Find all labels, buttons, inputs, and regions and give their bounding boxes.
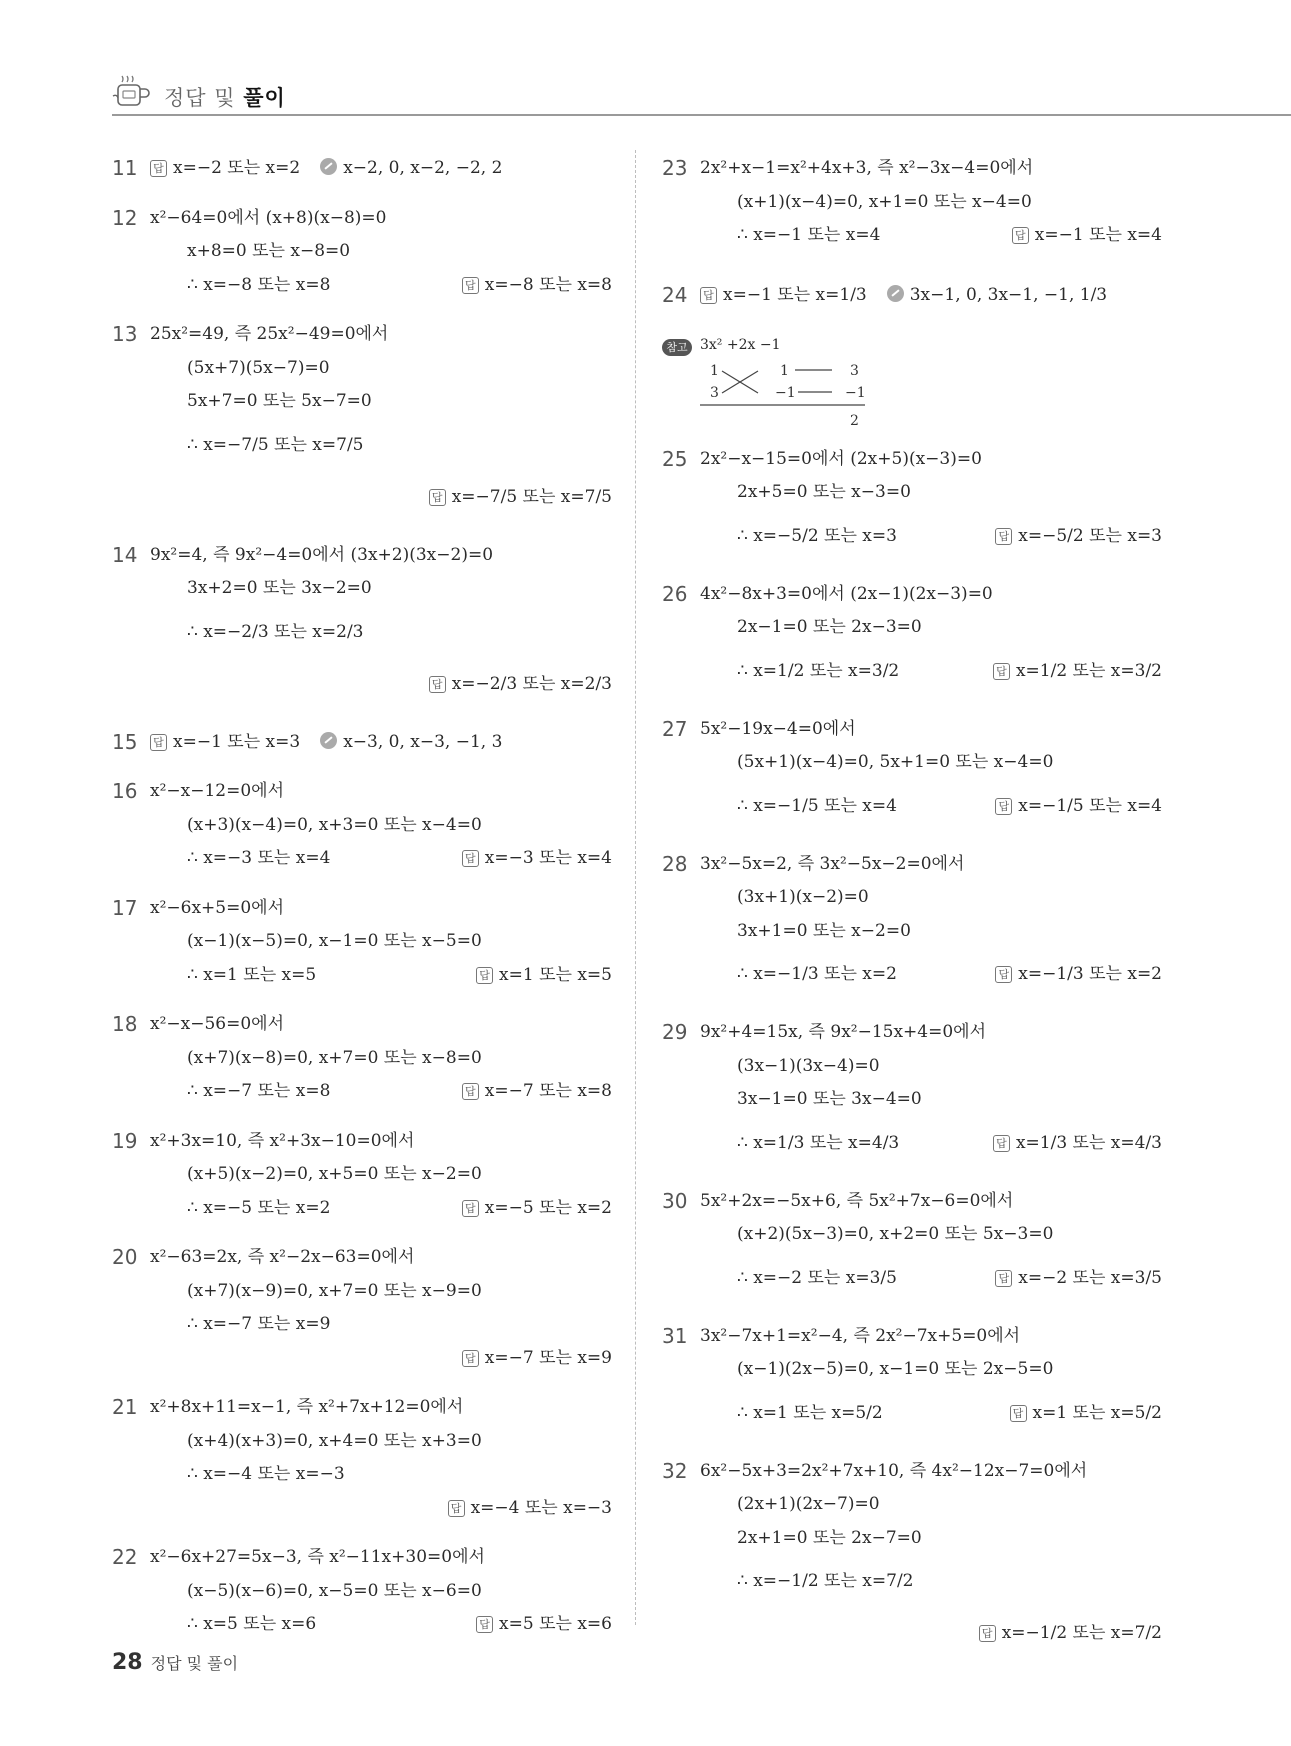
answer-text: x=−1 또는 x=1/3 [723,284,867,305]
solution-line [662,780,1162,832]
solution-line [112,318,612,352]
solution-text: (x+3)(x−4)=0, x+3=0 또는 x−4=0 [187,814,482,835]
cross-method-note [662,337,1162,427]
solution-text: 3x²−7x+1=x²−4, 즉 2x²−7x+5=0에서 [700,1325,1021,1346]
solution-text: x²−x−56=0에서 [150,1014,285,1034]
solution-text: ∴ x=−7/5 또는 x=7/5 [187,434,364,455]
solution-line [662,476,1162,510]
solution-line [112,202,612,236]
solution-line [112,1192,612,1226]
solution-text: (2x+1)(2x−7)=0 [737,1494,880,1514]
answer-group [462,1075,612,1109]
cross-term: −1 [845,384,866,401]
solution-line [662,948,1162,1000]
solution-line [662,881,1162,915]
problem-31 [662,1320,1162,1439]
solution-line [662,1218,1162,1252]
answer-group [993,1117,1162,1169]
cross-multiplication-diagram [700,355,900,427]
answer-group [462,842,612,876]
solution-text: (x+1)(x−4)=0, x+1=0 또는 x−4=0 [737,191,1032,212]
solution-line [662,219,1162,253]
answer-icon: 답 [150,160,167,177]
solution-text: ∴ x=−4 또는 x=−3 [187,1464,345,1484]
problem-number: 11 [112,156,138,180]
solution-text: ∴ x=−7 또는 x=8 [187,1081,331,1101]
answer-group [995,510,1162,562]
page-number: 28 [112,1650,143,1675]
solution-text: 3x−1=0 또는 3x−4=0 [737,1089,922,1109]
solution-text: (5x+7)(5x−7)=0 [187,357,330,378]
solution-text: ∴ x=1 또는 x=5/2 [737,1402,883,1423]
solution-line [662,713,1162,747]
solution-text: ∴ x=−8 또는 x=8 [187,274,331,295]
answer-icon: 답 [995,1270,1012,1287]
answer-group [429,658,612,710]
solution-line [662,578,1162,612]
right-column [662,152,1162,1675]
solution-line [662,1387,1162,1439]
solution-line [112,1541,612,1575]
cross-term: 3 [850,362,859,379]
solution-line [112,352,612,386]
solution-text: ∴ x=−2 또는 x=3/5 [737,1267,897,1288]
problem-32 [662,1455,1162,1660]
page-footer [112,1650,238,1675]
problem-number: 20 [112,1245,138,1269]
solution-text: ∴ x=−2/3 또는 x=2/3 [187,621,364,642]
solution-text: x²−x−12=0에서 [150,781,285,801]
solution-text: (x+5)(x−2)=0, x+5=0 또는 x−2=0 [187,1164,482,1184]
solution-text: ∴ x=−1/3 또는 x=2 [737,964,897,984]
problem-number: 31 [662,1323,688,1348]
page-header [112,70,1291,118]
solution-line [112,658,612,710]
problem-number: 12 [112,205,138,230]
solution-line [112,1391,612,1425]
answer-group [1010,1387,1163,1439]
problem-16 [112,775,612,876]
solution-text: ∴ x=−5 또는 x=2 [187,1197,331,1218]
solution-line [112,1158,612,1192]
solution-line [112,235,612,269]
cross-term: 1 [710,362,719,379]
answer-icon: 답 [979,1625,996,1642]
answer-icon: 답 [700,287,717,304]
solution-text: 5x²−19x−4=0에서 [700,718,856,739]
solution-text: 9x²=4, 즉 9x²−4=0에서 (3x+2)(3x−2)=0 [150,544,494,565]
solution-text: (x−1)(2x−5)=0, x−1=0 또는 2x−5=0 [737,1359,1054,1379]
answer-group [150,726,502,760]
solution-line [662,1522,1162,1556]
answer-icon: 답 [462,1350,479,1367]
problem-30 [662,1185,1162,1304]
solution-text: 2x²+x−1=x²+4x+3, 즉 x²−3x−4=0에서 [700,158,1034,178]
problem-12 [112,202,612,303]
solution-line [662,1555,1162,1607]
answer-group [448,1492,612,1526]
solution-line [112,152,612,186]
answer-icon: 답 [462,1083,479,1100]
solution-line [112,606,612,658]
solution-line [662,1252,1162,1304]
solution-step-icon [320,158,337,175]
answer-icon: 답 [462,850,479,867]
answer-icon: 답 [462,277,479,294]
solution-line [112,1075,612,1109]
problem-number: 17 [112,895,138,920]
solution-text: ∴ x=1/2 또는 x=3/2 [737,660,900,681]
solution-line [112,1425,612,1459]
solution-text: 2x−1=0 또는 2x−3=0 [737,617,922,637]
answer-text: x=1 또는 x=5 [499,964,612,985]
problem-number: 28 [662,851,688,876]
answer-icon: 답 [995,798,1012,815]
solution-line [662,746,1162,780]
answer-text: x=−7 또는 x=8 [484,1081,612,1101]
solution-line [662,1083,1162,1117]
solution-line [662,611,1162,645]
solution-line [662,1050,1162,1084]
solution-line [112,1342,612,1376]
answer-icon: 답 [993,663,1010,680]
problem-number: 19 [112,1128,138,1153]
problem-27 [662,713,1162,832]
solution-line [662,1455,1162,1489]
answer-text: x=5 또는 x=6 [499,1614,612,1634]
answer-group [462,1342,612,1376]
solution-line [112,419,612,471]
answer-text: x=−1/2 또는 x=7/2 [1001,1623,1162,1643]
section-title: 정답 및 풀이 [164,86,286,110]
answer-icon: 답 [429,489,446,506]
answer-group [429,471,612,523]
answer-icon: 답 [993,1135,1010,1152]
solution-text: (x+7)(x−8)=0, x+7=0 또는 x−8=0 [187,1047,482,1068]
answer-text: x=1/2 또는 x=3/2 [1015,660,1162,681]
solution-text: ∴ x=−1/2 또는 x=7/2 [737,1571,914,1591]
answer-group [995,948,1162,1000]
column-divider [635,150,636,1625]
solution-line [112,1575,612,1609]
problem-number: 24 [662,282,688,307]
answer-text: x=−7 또는 x=9 [484,1347,612,1368]
solution-step-icon [887,285,904,302]
solution-text: x²−64=0에서 (x+8)(x−8)=0 [150,207,387,228]
solution-text: x²+8x+11=x−1, 즉 x²+7x+12=0에서 [150,1397,464,1417]
solution-text: ∴ x=1 또는 x=5 [187,964,317,985]
solution-line [112,1241,612,1275]
solution-text: (x−1)(x−5)=0, x−1=0 또는 x−5=0 [187,931,482,951]
answer-icon: 답 [462,1200,479,1217]
solution-line [662,1353,1162,1387]
solution-text: x²−63=2x, 즉 x²−2x−63=0에서 [150,1247,415,1267]
answer-text: x=−7/5 또는 x=7/5 [451,486,612,507]
solution-text: 3x+2=0 또는 3x−2=0 [187,578,372,598]
solution-text: 2x+1=0 또는 2x−7=0 [737,1527,922,1548]
solution-line [662,1117,1162,1169]
solution-line [662,186,1162,220]
solution-text: (x+2)(5x−3)=0, x+2=0 또는 5x−3=0 [737,1224,1054,1244]
answer-text: x=−5 또는 x=2 [484,1197,612,1218]
problem-number: 30 [662,1188,688,1213]
answer-text: x=−5/2 또는 x=3 [1018,525,1162,546]
problem-number: 21 [112,1395,138,1419]
solution-line [662,269,1162,321]
blank-fill-text: x−3, 0, x−3, −1, 3 [343,731,503,752]
problem-number: 25 [662,446,688,471]
solution-text: ∴ x=−7 또는 x=9 [187,1314,331,1334]
problem-22 [112,1541,612,1642]
solution-line [662,1016,1162,1050]
answer-text: x=−4 또는 x=−3 [470,1497,612,1518]
problem-14 [112,539,612,710]
left-column [112,152,612,1658]
solution-line [662,1185,1162,1219]
problem-25 [662,443,1162,562]
solution-line [112,925,612,959]
cross-term: 1 [780,362,789,379]
answer-group [462,1192,612,1226]
solution-line [112,1008,612,1042]
blank-fill-text: 3x−1, 0, 3x−1, −1, 1/3 [909,284,1108,305]
problem-23 [662,152,1162,253]
solution-line [112,385,612,419]
problem-13 [112,318,612,523]
solution-line [662,443,1162,477]
answer-text: x=1/3 또는 x=4/3 [1015,1132,1162,1153]
solution-text: 2x+5=0 또는 x−3=0 [737,482,911,502]
solution-line [112,726,612,760]
problem-28 [662,848,1162,1001]
answer-group [700,269,1107,321]
footer-label: 정답 및 풀이 [150,1654,239,1673]
solution-text: (3x−1)(3x−4)=0 [737,1055,880,1076]
solution-text: ∴ x=−1/5 또는 x=4 [737,795,897,816]
blank-fill-text: x−2, 0, x−2, −2, 2 [343,158,503,178]
answer-group [995,780,1162,832]
solution-line [112,1458,612,1492]
solution-line [112,471,612,523]
solution-text: 25x²=49, 즉 25x²−49=0에서 [150,324,389,344]
solution-line [112,1042,612,1076]
problem-24 [662,269,1162,321]
solution-line [112,269,612,303]
answer-text: x=−1/3 또는 x=2 [1018,964,1162,984]
problem-number: 26 [662,581,688,606]
answer-icon: 답 [448,1500,465,1517]
cross-term: 3 [710,384,719,401]
solution-line [112,1492,612,1526]
answer-text: x=−1/5 또는 x=4 [1018,795,1162,816]
solution-line [112,1608,612,1642]
solution-line [662,915,1162,949]
answer-group [476,959,612,993]
solution-text: ∴ x=−3 또는 x=4 [187,848,331,868]
solution-text: (5x+1)(x−4)=0, 5x+1=0 또는 x−4=0 [737,752,1054,772]
solution-line [112,775,612,809]
problem-number: 27 [662,716,688,741]
problem-29 [662,1016,1162,1169]
solution-line [112,539,612,573]
problem-19 [112,1125,612,1226]
answer-icon: 답 [995,966,1012,983]
problem-11 [112,152,612,186]
problem-18 [112,1008,612,1109]
answer-icon: 답 [429,676,446,693]
problem-number: 14 [112,542,138,567]
solution-line [112,892,612,926]
answer-text: x=−8 또는 x=8 [484,274,612,295]
answer-group [995,1252,1162,1304]
answer-group [150,152,502,186]
solution-line [662,1320,1162,1354]
solution-line [662,1488,1162,1522]
answer-text: x=−1 또는 x=4 [1034,225,1162,245]
answer-icon: 답 [995,528,1012,545]
solution-text: ∴ x=−1 또는 x=4 [737,225,881,245]
answer-group [979,1607,1162,1659]
answer-icon: 답 [476,967,493,984]
solution-text: x²−6x+27=5x−3, 즉 x²−11x+30=0에서 [150,1547,485,1567]
solution-text: 4x²−8x+3=0에서 (2x−1)(2x−3)=0 [700,583,993,604]
solution-line [662,152,1162,186]
problem-number: 23 [662,156,688,180]
problem-number: 18 [112,1012,138,1036]
solution-text: 5x+7=0 또는 5x−7=0 [187,391,372,411]
answer-text: x=−1 또는 x=3 [173,731,301,752]
answer-icon: 답 [1012,227,1029,244]
answer-group [462,269,612,303]
cross-term: −1 [775,384,796,401]
solution-line [662,645,1162,697]
problem-number: 16 [112,779,138,803]
problem-number: 29 [662,1020,688,1044]
answer-icon: 답 [1010,1405,1027,1422]
answer-text: x=−3 또는 x=4 [484,848,612,868]
solution-text: (x+4)(x+3)=0, x+4=0 또는 x+3=0 [187,1430,482,1451]
cross-term: 2 [850,412,859,427]
solution-text: 3x+1=0 또는 x−2=0 [737,920,911,941]
answer-text: x=−2 또는 x=3/5 [1018,1267,1162,1288]
problem-20 [112,1241,612,1375]
solution-line [112,1125,612,1159]
solution-text: 6x²−5x+3=2x²+7x+10, 즉 4x²−12x−7=0에서 [700,1460,1088,1481]
solution-line [112,572,612,606]
problem-number: 32 [662,1458,688,1483]
answer-group [1012,219,1162,253]
solution-line [112,809,612,843]
note-expression: 3x² +2x −1 [700,336,781,353]
solution-line [112,959,612,993]
solution-line [662,848,1162,882]
solution-text: x²+3x=10, 즉 x²+3x−10=0에서 [150,1130,415,1151]
solution-text: (3x+1)(x−2)=0 [737,887,869,907]
solution-line [112,1308,612,1342]
solution-text: ∴ x=1/3 또는 x=4/3 [737,1132,900,1153]
coffee-mug-icon [112,74,154,110]
problem-number: 22 [112,1545,138,1569]
answer-text: x=−2/3 또는 x=2/3 [451,673,612,694]
header-rule [112,114,1291,116]
answer-text: x=1 또는 x=5/2 [1032,1402,1162,1423]
solution-text: ∴ x=5 또는 x=6 [187,1614,317,1634]
solution-line [112,842,612,876]
answer-icon: 답 [476,1616,493,1633]
solution-line [662,1607,1162,1659]
answer-group [993,645,1162,697]
problem-21 [112,1391,612,1525]
solution-text: 2x²−x−15=0에서 (2x+5)(x−3)=0 [700,448,982,469]
problem-number: 13 [112,322,138,346]
solution-text: (x+7)(x−9)=0, x+7=0 또는 x−9=0 [187,1280,482,1301]
problem-17 [112,892,612,993]
solution-line [112,1275,612,1309]
solution-text: (x−5)(x−6)=0, x−5=0 또는 x−6=0 [187,1580,482,1601]
solution-text: ∴ x=−5/2 또는 x=3 [737,525,897,546]
answer-icon: 답 [150,734,167,751]
solution-step-icon [320,732,337,749]
solution-text: 5x²+2x=−5x+6, 즉 5x²+7x−6=0에서 [700,1190,1014,1211]
solution-text: x+8=0 또는 x−8=0 [187,241,351,261]
solution-line [662,510,1162,562]
answer-text: x=−2 또는 x=2 [173,158,301,178]
problem-15 [112,726,612,760]
solution-text: x²−6x+5=0에서 [150,897,285,918]
solution-text: 9x²+4=15x, 즉 9x²−15x+4=0에서 [700,1022,987,1042]
answer-group [476,1608,612,1642]
solution-text: 3x²−5x=2, 즉 3x²−5x−2=0에서 [700,853,965,874]
problem-26 [662,578,1162,697]
problem-number: 15 [112,729,138,754]
note-badge: 참고 [662,339,692,356]
